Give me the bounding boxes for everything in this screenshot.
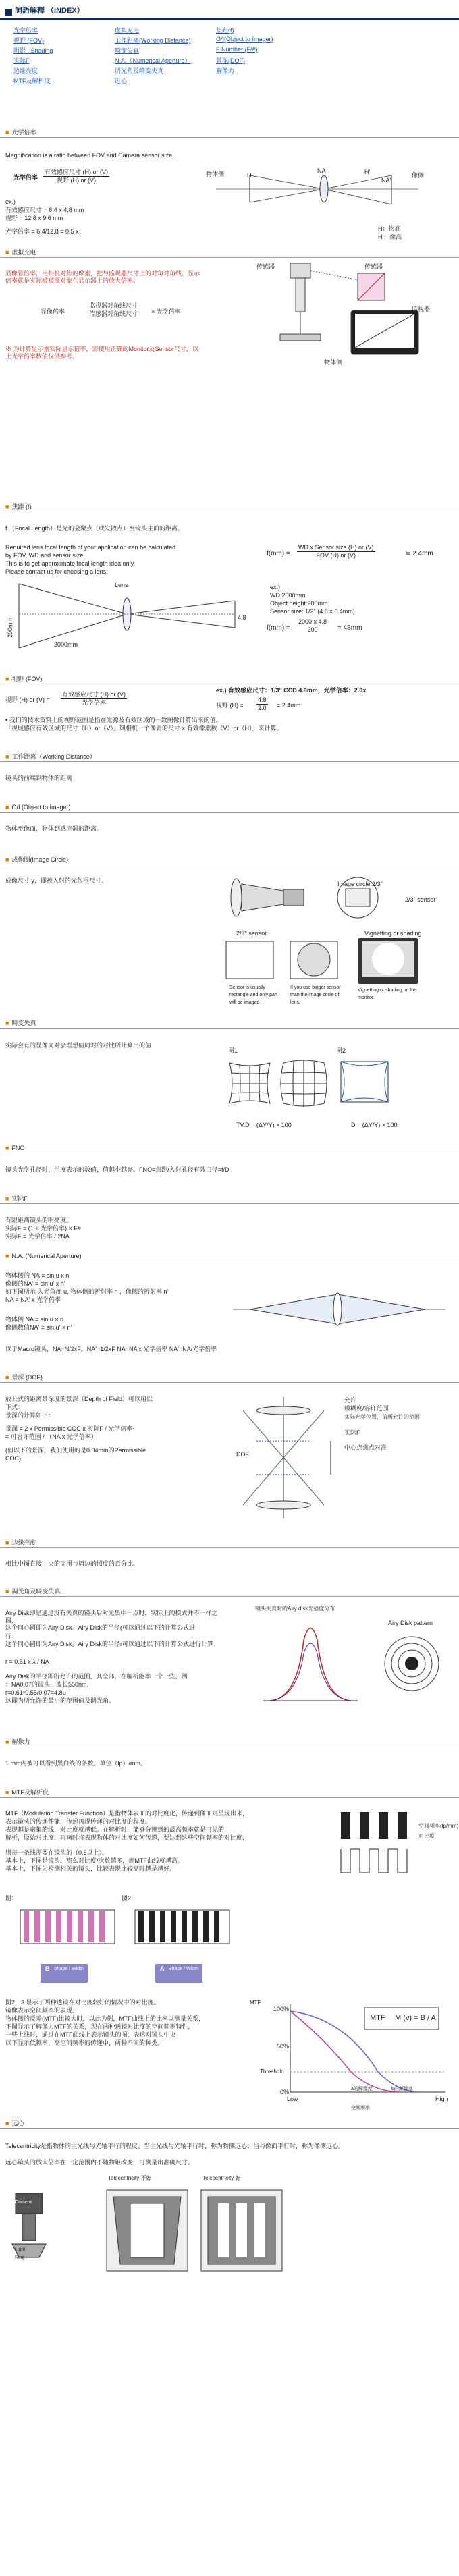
res-desc: 1 mm内被可以看到黑白线的条数。单位（lp）/mm。 (5, 1760, 147, 1767)
realf-d3: 实际F = 光学倍率 / 2NA (5, 1233, 70, 1240)
dof-d2: 下式： (5, 1404, 24, 1410)
tele-camera: Camera (15, 2200, 32, 2205)
index-link[interactable] (216, 76, 317, 85)
virtual-mult: × 光学倍率 (151, 308, 181, 315)
tele-d1: Telecentricity是指物体的主光线与光轴平行的程度。当主光线与光轴平行时，称为物侧远心；当与像面平行时，称为像侧远心。 (5, 2143, 345, 2149)
fov-rres: = 2.4mm (277, 702, 301, 709)
index-link[interactable]: 视野 (FOV) (14, 37, 44, 44)
section-telecentric: ■ 远心 (0, 2119, 459, 2129)
section-title: 景深 (DOF) (11, 1374, 43, 1381)
focal-ex1: ex.) (270, 584, 281, 591)
mtf-d7: 基本上，下图为检测相关的镜头，比较表现比较高时越是越好。 (5, 1865, 176, 1872)
focal-lens-label: Lens (115, 582, 128, 588)
mtf-lbl2: 对比度 (418, 1833, 435, 1839)
mag-img-label: 像侧 (412, 172, 425, 179)
fov-rden: 2.0 (258, 705, 267, 711)
dist-formula2: D = (ΔY/Y) × 100 (351, 1122, 398, 1128)
section-header: ■ 光学倍率 (0, 128, 459, 138)
section-title: 成像圈(Image Circle) (11, 856, 68, 863)
wd-desc: 镜头的前端到物体的距离 (5, 775, 73, 782)
section-title: 边缘亮度 (11, 1539, 36, 1546)
section-edge: ■ 边缘亮度 (0, 1539, 459, 1548)
mtf-d13: 以下显示低频率，高空间频率的传递中，两种不同的种类。 (5, 2039, 164, 2046)
mag-label: 光学倍率 (14, 174, 38, 181)
index-link[interactable]: 边缘亮度 (14, 67, 38, 74)
section-title: N.A. (Numerical Aperture) (11, 1253, 82, 1259)
index-link[interactable]: 畸变失真 (115, 47, 140, 54)
mtf-la: a的解像度 (351, 2087, 373, 2091)
dof-d6: (但以下的景深，我们使用的是0.04mm的Permissible (5, 1447, 146, 1454)
mtf-th: Threshold (260, 2068, 284, 2075)
tele-ring: Ring (15, 2255, 25, 2260)
mtf-d8: 图2，3 显示了两种透镜在对比度较好的情况中的对比度。 (5, 1999, 160, 2006)
focal-res: ≒ 2.4mm (405, 550, 433, 557)
fov-den: 光学倍率 (81, 699, 106, 706)
fov-formula (61, 691, 127, 707)
section-title: 实际F (11, 1195, 28, 1202)
airy-d5: r = 0.61 x λ / NA (5, 1658, 49, 1665)
mtf-d3: 表现越是密集的线，对比度就越低。在解析时，能够分辨到的最高频率就是可见的 (5, 1826, 225, 1833)
mag-hnote: H：物高 (378, 225, 401, 232)
airy-d8: r=0.61*0.55/0.07=4.8μ (5, 1689, 66, 1696)
ic-desc: 成像尺寸 y，即被入射的光包围尺寸。 (5, 877, 108, 884)
fov-ex: ex.) 有效感应尺寸：1/3" CCD 4.8mm，光学倍率：2.0x (216, 687, 367, 694)
airy-d2: 这个同心圆即为Airy Disk。Airy Disk的半径(可以通过以下的计算公式进 (5, 1624, 195, 1631)
dof-r1: 实际光学位置，前所允许的范围 (344, 1414, 420, 1420)
virtual-den: 传感器对角线尺寸 (89, 310, 138, 317)
section-resolution: ■ 解像力 (0, 1738, 459, 1747)
ic-label-c: 2/3" sensor (236, 930, 267, 937)
mtf-fb-t: Shape / Width (169, 1967, 198, 1971)
mag-obj-label: 物体侧 (206, 171, 225, 177)
na-d1: 物体侧的 NA = sin u x n (5, 1272, 70, 1279)
tele-d2: 远心镜头的放大倍率在一定范围内不随物距改变，可测量出准确尺寸。 (5, 2159, 194, 2166)
mag-NA-label: NA (317, 167, 326, 174)
index-link[interactable]: 虚拟充电 (115, 27, 140, 34)
section-real-f: ■ 实际F (0, 1195, 459, 1204)
fov-res-label: 视野 (H) = (216, 702, 244, 709)
airy-fig-left-label: 镜头失真时的Airy disk光强度分布 (255, 1606, 335, 1612)
virtual-num: 监视器对角线尺寸 (89, 302, 138, 309)
focal-desc2: Required lens focal length of your application can be calculated (5, 544, 176, 551)
focal-ex4: Sensor size: 1/2" (4.8 x 6.4mm) (270, 608, 355, 615)
focal-ex2: WD:2000mm (270, 592, 306, 599)
section-title: 远心 (11, 2120, 24, 2127)
dist-fig1: 图1 (228, 1047, 238, 1054)
focal-diagram (5, 580, 248, 655)
realf-d1: 有限距离镜头的明亮度。 (5, 1217, 73, 1224)
mag-num: 有效感应尺寸 (H) or (V) (45, 169, 108, 175)
section-title: 视野 (FOV) (11, 676, 43, 682)
section-oi: ■ O/I (Object to Imager) (0, 803, 459, 813)
focal-desc5: Please contact us for choosing a lens. (5, 568, 108, 575)
section-fno: ■ FNO (0, 1144, 459, 1153)
index-link[interactable]: 实际F (14, 57, 30, 64)
fno-desc: 镜头光学孔径时，用度表示的数值，值越小越亮。FNO=焦距/入射孔径有效口径=f/D (5, 1166, 230, 1173)
tele-lbl1: Telecentricity 不好 (108, 2175, 152, 2181)
index-link[interactable]: N.A.（Numerical Aperture） (115, 57, 191, 64)
mtf-high: High (435, 2095, 448, 2102)
telecentric-diagram (5, 2183, 316, 2278)
mtf-d5: 则每一条线需要在镜头的（0.5以上）。 (5, 1849, 109, 1856)
ic-cap1: Sensor is usually rectangle and only part will be imaged. (230, 985, 278, 1005)
oi-desc: 物体至像面，物体到感应器的距离。 (5, 825, 103, 832)
index-link[interactable]: F Number (F/#) (216, 46, 258, 53)
focal-desc3: by FOV, WD and sensor size. (5, 552, 85, 559)
mag-ex2: 有效感应尺寸 = 6.4 x 4.8 mm (5, 207, 84, 213)
na-f1: 物体侧 NA = sin u × n (5, 1316, 64, 1323)
section-title: MTF及解析度 (11, 1789, 49, 1796)
section-airy: ■ 調光角及畸变失真 (0, 1587, 459, 1597)
mag-formula (43, 169, 109, 184)
tele-light: Light (15, 2247, 26, 2252)
mtf-y3: 0% (280, 2089, 290, 2095)
section-title: 解像力 (11, 1738, 30, 1745)
mtf-d6: 基本上，下图是镜头，那么对比度/次数越多，而MTF曲线就越高。 (5, 1857, 184, 1864)
virtual-obj-label: 物体侧 (324, 359, 343, 366)
section-wd: ■ 工作距离（Working Distance） (0, 752, 459, 762)
focal-d2: 200mm (7, 618, 14, 638)
dof-l4: 中心点焦点对准 (344, 1444, 387, 1451)
section-virtual: ■ 虚拟充电 (0, 248, 459, 258)
dof-d5: = 可容许范围 / （NA x 光学倍率） (5, 1433, 97, 1440)
airy-d7: ：NA0.07的镜头，波长550nm, (5, 1681, 89, 1688)
na-d4: NA = NA' x 光学倍率 (5, 1296, 61, 1303)
section-image-circle: ■ 成像圈(Image Circle) (0, 856, 459, 865)
section-title: 焦距 (f) (11, 503, 32, 510)
index-link[interactable]: O/I(Object to Imager) (216, 36, 273, 43)
virtual-desc: 显像管倍率，用相机对焦的像素，把与监视器尺寸上的对角对角线，显示倍率就是实际被被摄对象在显示器上的放大倍率。 (5, 270, 200, 284)
section-na: ■ N.A. (Numerical Aperture) (0, 1252, 459, 1261)
na-f2: 像侧数值NA' = sin u' × n' (5, 1324, 72, 1331)
focal-d3: 4.8 (238, 614, 246, 621)
virtual-monitor-label: 监视器 (412, 306, 431, 312)
section-title: FNO (11, 1145, 25, 1151)
fov-num: 有效感应尺寸 (H) or (V) (62, 691, 126, 698)
distortion-diagram (223, 1056, 452, 1117)
focal-num: WD x Sensor size (H) or (V) (298, 544, 374, 551)
ic-label-a2: Image circle 2/3" (338, 881, 383, 887)
ic-label-d: Vignetting or shading (364, 930, 422, 937)
realf-d2: 实际F = (1 + 光学倍率) × F# (5, 1225, 81, 1232)
mag-ex4: 光学倍率 = 6.4/12.8 = 0.5 x (5, 228, 79, 235)
dist-desc: 实际会有的显像同对会理想值同对的对比所计算出的值 (5, 1042, 152, 1049)
mtf-lc: 空间频率 (351, 2106, 370, 2110)
dist-formula1: TV.D = (ΔY/Y) × 100 (236, 1122, 292, 1128)
mtf-d2: 表示镜头的传递性能，传递再现传递的对比度的程度。 (5, 1818, 152, 1825)
mtf-y2: 50% (277, 2043, 290, 2050)
focal-den: FOV (H) or (V) (316, 552, 356, 559)
mag-Hp-label: H' (364, 169, 371, 175)
index-link[interactable]: 调光角及畸变失真 (115, 67, 164, 74)
focal-f-label: f(mm) = (267, 550, 290, 557)
fov-b1: • 我们的技术资料上的视野范围是指在光源及有效区域的一致图像计算出来的值。 (5, 717, 222, 723)
section-title: 調光角及畸变失真 (11, 1588, 61, 1595)
dist-fig2: 图2 (336, 1047, 346, 1054)
focal2-num: 2000 x 4.8 (298, 618, 327, 625)
section-fov: ■ 视野 (FOV) (0, 675, 459, 684)
mtf-d10: 物体侧的反差(MTF)比较大时，以此为例，MTF曲线上的比率以测量关系， (5, 2015, 205, 2022)
na-d2: 像侧的NA' = sin u' x n' (5, 1280, 65, 1287)
fov-b2: 「视域感应有效区域的尺寸（H）or（V）」與相机一个像素的尺寸 x 有效像素数（V）or（H）」来计算。 (5, 725, 283, 732)
dof-d7: COC) (5, 1455, 21, 1462)
focal-d1: 2000mm (54, 641, 78, 648)
dof-l1: 允许 (344, 1397, 357, 1404)
na-diagram (230, 1289, 452, 1330)
mag-NAp-label: NA' (381, 177, 392, 184)
section-title: 光学倍率 (11, 129, 36, 136)
magnification-desc: Magnification is a ratio between FOV and Camera sensor size. (5, 152, 174, 159)
virtual-sensor-label: 传感器 (256, 263, 275, 270)
index-link[interactable]: 景深(DOF) (216, 57, 245, 64)
airy-d3: 行： (5, 1633, 18, 1639)
mtf-lb: b的解像度 (392, 2087, 413, 2091)
dof-diagram (230, 1390, 452, 1525)
na-d5: 以于Macro镜头，NA=N/2xF，NA'=1/2xF NA=NA'x 光学倍率 NA'=NA/光学倍率 (5, 1346, 217, 1352)
section-dof: ■ 景深 (DOF) (0, 1373, 459, 1383)
focal2-den: 200 (307, 626, 318, 633)
mtf-fig2: 图2 (122, 1895, 132, 1902)
dof-l2: 模糊度/容许范围 (344, 1405, 389, 1412)
airy-diagram (256, 1613, 452, 1714)
airy-d6: Airy Disk的半径即所允许的范围，其全部，在解析能率一个一些，例 (5, 1673, 188, 1680)
mag-hpnote: H'：像高 (378, 234, 402, 240)
section-distortion: ■ 畸变失真 (0, 1019, 459, 1029)
index-link[interactable]: 远心 (115, 78, 128, 84)
mtf-low: Low (287, 2095, 298, 2102)
mtf-d1: MTF（Modulation Transfer Function）是指物体表面的对比度化，传递到像面则呈现出来， (5, 1810, 249, 1817)
section-magnification (0, 128, 459, 138)
index-link[interactable]: 阴影 , Shading (14, 47, 53, 54)
focal-formula (297, 544, 375, 559)
mtf-lbl1: 空间频率(lp/mm) (418, 1823, 459, 1829)
dof-label: DOF (236, 1451, 249, 1458)
mtf-d11: 下图显示了解像力MTF的关系，现在两种透镜对比度的空间频率特性， (5, 2023, 194, 2030)
mag-H-label: H (247, 172, 252, 179)
section-title: 工作距离（Working Distance） (11, 753, 96, 760)
header-bar (0, 0, 459, 20)
airy-d9: 这即为所允许的最小的范围值及调光角。 (5, 1697, 115, 1704)
virtual-sensor-label2: 传感器 (364, 263, 383, 270)
mtf-eq: M (ν) = B / A (395, 2014, 436, 2022)
dof-l3: 实际F (344, 1429, 360, 1436)
ic-cap3: Vignetting or shading on the monitor. (358, 988, 417, 1000)
mtf-fa-t: Shape / Width (54, 1967, 84, 1971)
airy-fig-right-label: Airy Disk pattern (388, 1620, 433, 1626)
focal-formula2 (297, 618, 328, 634)
ic-label-b: 2/3" sensor (405, 896, 436, 903)
fov-label: 视野 (H) or (V) = (5, 696, 50, 703)
mtf-y1: 100% (273, 2006, 290, 2012)
mtf-sample-diagram (14, 1903, 236, 1991)
focal-desc1: f （Focal Length）是光的会聚点（或发散点）至镜头主面的距离。 (5, 525, 184, 532)
virtual-formula (88, 302, 139, 318)
section-focal: ■ 焦距 (f) (0, 503, 459, 512)
mag-den: 视野 (H) or (V) (57, 177, 96, 184)
focal-ex3: Object height:200mm (270, 600, 328, 607)
section-title: 畸变失真 (11, 1020, 36, 1026)
fov-rnum: 4.8 (258, 696, 267, 703)
page-title: 詞語解釋 （INDEX） (15, 7, 84, 15)
mtf-eq-label: MTF (370, 2014, 385, 2022)
mtf-fig1: 图1 (5, 1895, 16, 1902)
dof-d4: 景深 = 2 x Permissible COC x 实际F / 光学倍率² (5, 1425, 135, 1432)
focal-desc4: This is to get approximate focal length idea only. (5, 560, 135, 567)
section-title: O/I (Object to Imager) (11, 804, 71, 811)
virtual-note: ※ 为计算显示器实际显示倍率，需使用正确的Monitor及Sensor尺寸，以上光学倍率数值仅供参考。 (5, 346, 199, 360)
mtf-d4: 解析，原始对比度，再画时将表现物体的对比度如何传递，要达到这些空间频率的对比度， (5, 1834, 249, 1841)
dof-d1: 放公式的距离景深度的景深（Depth of Field）可以用以 (5, 1396, 153, 1402)
na-d3: 如下图所示 入光角度 u, 物体侧的折射率 n ，像侧的折射率 n' (5, 1288, 169, 1295)
fov-res-formula (256, 696, 268, 712)
mtf-fa: B (45, 1965, 50, 1972)
mtf-bars-diagram (338, 1809, 452, 1883)
airy-d1: Airy Disk即是通过没有失真的镜头后对光集中一点时，实际上的模式并不一样之圆， (5, 1610, 218, 1624)
airy-d4: 这个同心圆即为Airy Disk。Airy Disk的半径r可以通过以下的计算公式进行计算： (5, 1641, 219, 1647)
index-link[interactable]: 光学倍率 (14, 27, 38, 34)
mag-ex3: 视野 = 12.8 x 9.6 mm (5, 215, 63, 221)
mtf-d9: 镜像表示空间频率的表现。 (5, 2007, 79, 2014)
tele-lbl2: Telecentricity 好 (202, 2175, 241, 2181)
section-mtf: ■ MTF及解析度 (0, 1788, 459, 1798)
section-title: 虚拟充电 (11, 249, 36, 256)
index-link[interactable]: 解像力 (216, 67, 235, 74)
ic-cap2: If you use bigger sensor than the image circle of lens, (290, 985, 341, 1005)
edge-desc: 相比中图直接中央的周围与周边的照度的百分比。 (5, 1560, 140, 1567)
dof-d3: 景深的计算如下： (5, 1412, 55, 1419)
focal2-res: = 48mm (338, 624, 362, 632)
header-square-icon (5, 9, 12, 16)
index-link[interactable]: 工作距离(Working Distance) (115, 37, 191, 44)
focal-f-label2: f(mm) = (267, 624, 290, 632)
index-link[interactable]: 焦距(f) (216, 27, 234, 34)
index-link[interactable]: MTF及解析度 (14, 78, 51, 84)
index-list (0, 20, 459, 90)
virtual-formula-label: 显像倍率 (40, 308, 65, 315)
mag-ex1: ex.) (5, 198, 16, 205)
mtf-fb: A (160, 1965, 165, 1972)
mtf-axis-label: MTF (250, 2000, 261, 2006)
mtf-d12: 一些上线时，通过在MTF曲线上表示镜头的图，表达对镜头中央 (5, 2031, 176, 2038)
